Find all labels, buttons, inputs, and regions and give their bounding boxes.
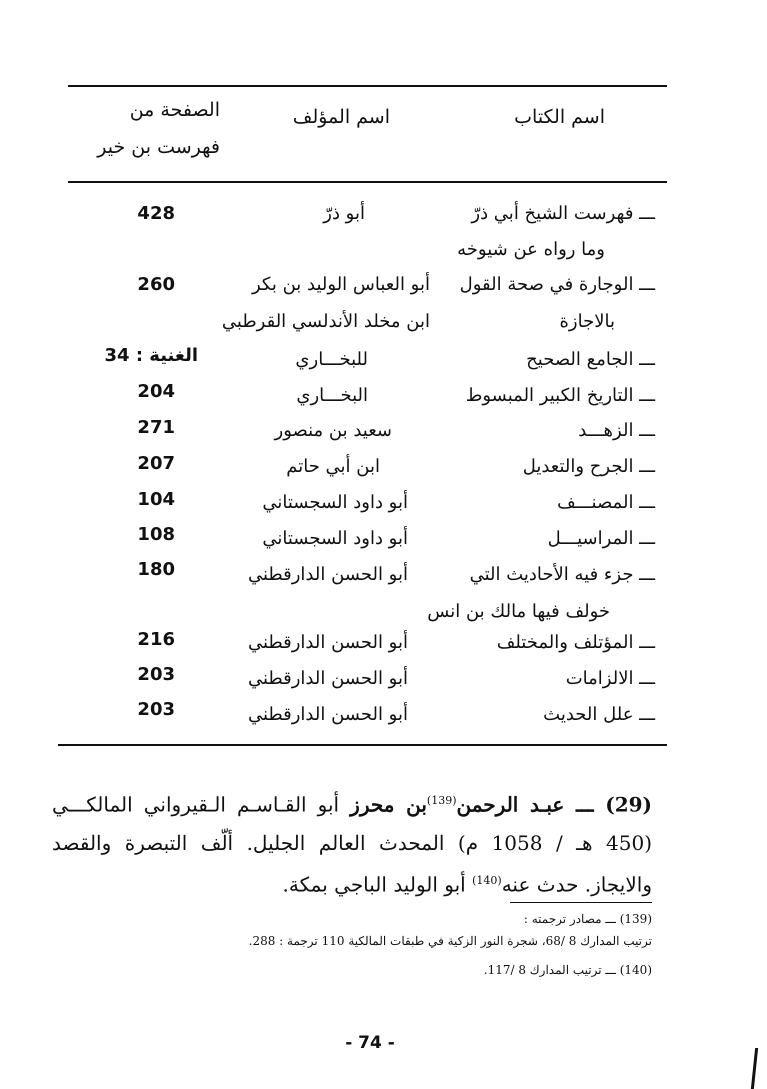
row-author: أبو ذرّ xyxy=(323,203,365,224)
row-book: ـــ جزء فيه الأحاديث التي xyxy=(469,564,655,585)
row-book-cont: خولف فيها مالك بن انس xyxy=(427,601,610,622)
row-page: 207 xyxy=(137,453,175,474)
footnote: (140) ـــ ترتيب المدارك 8 /117. xyxy=(483,963,652,977)
row-book: ـــ علل الحديث xyxy=(543,704,655,725)
row-book: ـــ الجامع الصحيح xyxy=(526,349,655,370)
row-author-cont: ابن مخلد الأندلسي القرطبي xyxy=(221,311,430,332)
row-author: أبو الحسن الدارقطني xyxy=(247,668,408,689)
header-page-line1: الصفحة من xyxy=(129,99,220,121)
row-author: للبخـــاري xyxy=(295,349,368,370)
margin-mark xyxy=(751,1048,758,1089)
table-bottom-rule xyxy=(58,744,667,746)
row-author: أبو الحسن الدارقطني xyxy=(247,632,408,653)
row-author: أبو داود السجستاني xyxy=(262,528,408,549)
row-book: ـــ المصنـــف xyxy=(557,492,655,513)
table-top-rule xyxy=(68,85,667,87)
header-book: اسم الكتاب xyxy=(514,106,605,128)
row-author: أبو الحسن الدارقطني xyxy=(247,704,408,725)
footnote: ترتيب المدارك 8 /68، شجرة النور الزكية في طبقات المالكية 110 ترجمة : 288. xyxy=(248,934,652,948)
row-author: البخـــاري xyxy=(296,385,368,406)
row-book: ـــ التاريخ الكبير المبسوط xyxy=(465,385,655,406)
row-author: سعيد بن منصور xyxy=(274,420,392,441)
footnote-ref: (139) xyxy=(426,794,457,807)
row-page: 260 xyxy=(137,274,175,295)
row-book: ـــ الالزامات xyxy=(565,668,655,689)
row-author: أبو داود السجستاني xyxy=(262,492,408,513)
row-page: 203 xyxy=(137,664,175,685)
row-book: ـــ الوجارة في صحة القول xyxy=(459,274,655,295)
row-author: أبو العباس الوليد بن بكر xyxy=(252,274,430,295)
row-author: ابن أبي حاتم xyxy=(286,456,380,477)
row-page: 204 xyxy=(137,381,175,402)
header-page-line2: فهرست بن خير xyxy=(97,136,220,158)
row-author: أبو الحسن الدارقطني xyxy=(247,564,408,585)
row-book: ـــ فهرست الشيخ أبي ذرّ xyxy=(471,203,655,224)
page-number: - 74 - xyxy=(345,1033,395,1053)
entry-number: (29) ـــ عبـد الرحمن xyxy=(456,792,652,817)
row-book: ـــ الجرح والتعديل xyxy=(522,456,655,477)
row-page: 216 xyxy=(137,629,175,650)
row-book-cont: بالاجازة xyxy=(559,311,615,332)
row-page: الغنية : 34 xyxy=(104,345,198,366)
row-book-cont: وما رواه عن شيوخه xyxy=(457,239,605,260)
row-page: 180 xyxy=(137,559,175,580)
row-book: ـــ الزهـــد xyxy=(578,420,655,441)
footnote-ref: (140) xyxy=(472,873,502,887)
entry-name: بن محرز xyxy=(350,792,427,817)
row-book: ـــ المراسيـــل xyxy=(547,528,655,549)
entry-text: أبو الوليد الباجي بمكة. xyxy=(282,872,466,897)
header-author: اسم المؤلف xyxy=(292,106,390,128)
row-book: ـــ المؤتلف والمختلف xyxy=(496,632,655,653)
footnote: (139) ـــ مصادر ترجمته : xyxy=(523,912,652,926)
row-page: 203 xyxy=(137,699,175,720)
footnote-rule xyxy=(510,902,652,903)
entry-text: أبو القـاسـم الـقيرواني المالكـــي (450 هـ / 1058 م) المحدث العالم الجليل. ألّف التبصرة والقصد والايجاز. حدث عنه xyxy=(52,792,653,897)
row-page: 271 xyxy=(137,417,175,438)
row-page: 108 xyxy=(137,524,175,545)
biography-entry xyxy=(52,782,652,903)
row-page: 104 xyxy=(137,489,175,510)
table-header-rule xyxy=(68,181,667,183)
row-page: 428 xyxy=(137,203,175,224)
